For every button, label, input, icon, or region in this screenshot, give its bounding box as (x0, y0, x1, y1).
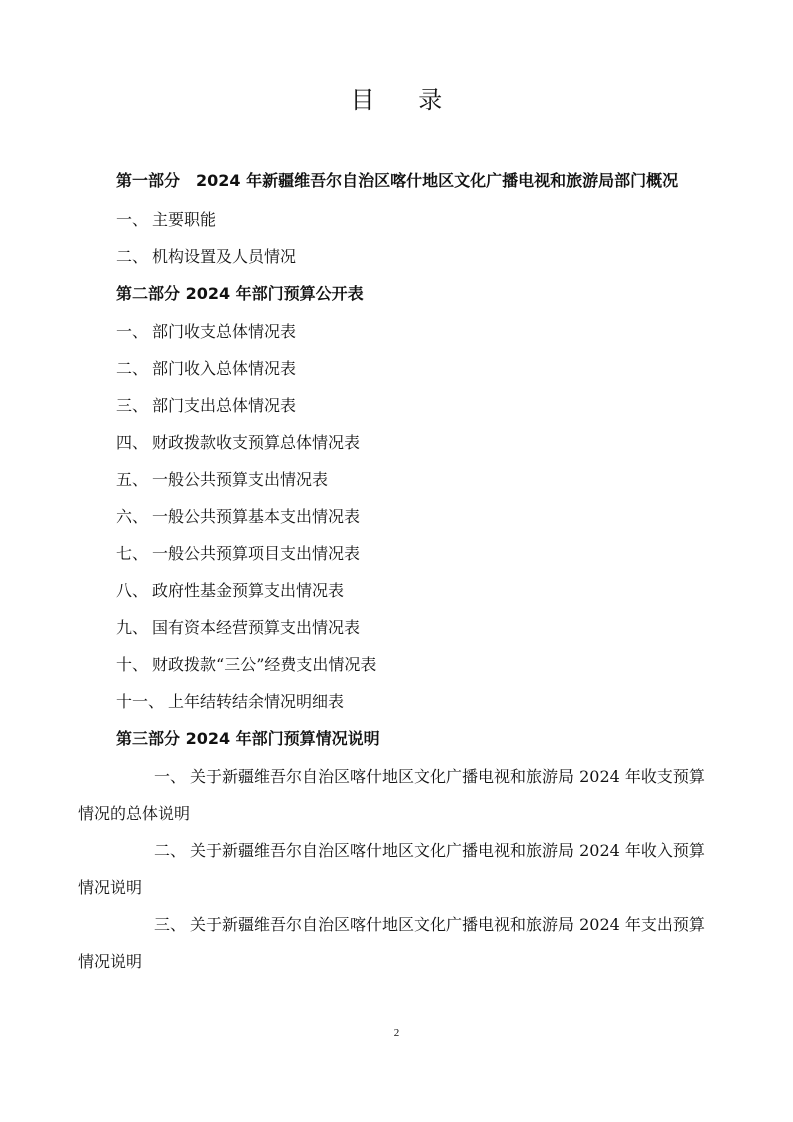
toc-item-text: 部门支出总体情况表 (152, 396, 297, 415)
toc-item[interactable] (78, 832, 718, 906)
toc-item[interactable] (78, 461, 718, 498)
table-of-contents (78, 161, 718, 980)
toc-item[interactable] (78, 238, 718, 275)
toc-item-text: 关于新疆维吾尔自治区喀什地区文化广播电视和旅游局 2024 年支出预算情况说明 (78, 915, 705, 971)
toc-item-number: 四、 (116, 433, 149, 452)
toc-item[interactable] (78, 683, 718, 720)
toc-item-text: 主要职能 (152, 210, 217, 229)
toc-item-text: 关于新疆维吾尔自治区喀什地区文化广播电视和旅游局 2024 年收支预算情况的总体说明 (78, 767, 705, 823)
toc-item-number: 二、 (116, 247, 149, 266)
toc-item[interactable] (78, 646, 718, 683)
toc-item-text: 一般公共预算项目支出情况表 (152, 544, 361, 563)
toc-item-number: 二、 (116, 359, 149, 378)
toc-item-text: 财政拨款收支预算总体情况表 (152, 433, 361, 452)
toc-item-text: 部门收入总体情况表 (152, 359, 297, 378)
toc-item[interactable] (78, 758, 718, 832)
toc-item[interactable] (78, 387, 718, 424)
toc-item[interactable] (78, 350, 718, 387)
toc-item[interactable] (78, 535, 718, 572)
toc-item-number: 十一、 (116, 692, 165, 711)
toc-item-number: 九、 (116, 618, 149, 637)
toc-part-3-heading[interactable]: 第三部分 2024 年部门预算情况说明 (116, 729, 380, 748)
toc-item[interactable] (78, 424, 718, 461)
toc-item[interactable] (78, 498, 718, 535)
page-title: 目 录 (350, 86, 461, 114)
toc-item-number: 三、 (154, 915, 187, 934)
toc-item-number: 一、 (154, 767, 187, 786)
toc-item[interactable] (78, 572, 718, 609)
toc-item-number: 一、 (116, 322, 149, 341)
toc-item-text: 上年结转结余情况明细表 (168, 692, 345, 711)
toc-item[interactable] (78, 609, 718, 646)
toc-item-text: 政府性基金预算支出情况表 (152, 581, 345, 600)
toc-item-text: 机构设置及人员情况 (152, 247, 297, 266)
toc-item[interactable] (78, 313, 718, 350)
toc-item[interactable] (78, 906, 718, 980)
toc-item-number: 一、 (116, 210, 149, 229)
toc-item-number: 六、 (116, 507, 149, 526)
toc-item[interactable] (78, 201, 718, 238)
toc-item-number: 八、 (116, 581, 149, 600)
toc-item-number: 七、 (116, 544, 149, 563)
toc-item-number: 二、 (154, 841, 187, 860)
toc-item-text: 关于新疆维吾尔自治区喀什地区文化广播电视和旅游局 2024 年收入预算情况说明 (78, 841, 705, 897)
toc-item-text: 一般公共预算支出情况表 (152, 470, 329, 489)
toc-item-text: 国有资本经营预算支出情况表 (152, 618, 361, 637)
toc-part-2-heading[interactable]: 第二部分 2024 年部门预算公开表 (116, 284, 364, 303)
toc-item-number: 三、 (116, 396, 149, 415)
toc-item-text: 部门收支总体情况表 (152, 322, 297, 341)
toc-item-text: 财政拨款“三公”经费支出情况表 (152, 655, 377, 674)
toc-item-number: 五、 (116, 470, 149, 489)
toc-part-1-heading[interactable]: 第一部分 2024 年新疆维吾尔自治区喀什地区文化广播电视和旅游局部门概况 (116, 171, 679, 190)
toc-item-text: 一般公共预算基本支出情况表 (152, 507, 361, 526)
page-number: 2 (393, 1027, 400, 1039)
toc-item-number: 十、 (116, 655, 149, 674)
